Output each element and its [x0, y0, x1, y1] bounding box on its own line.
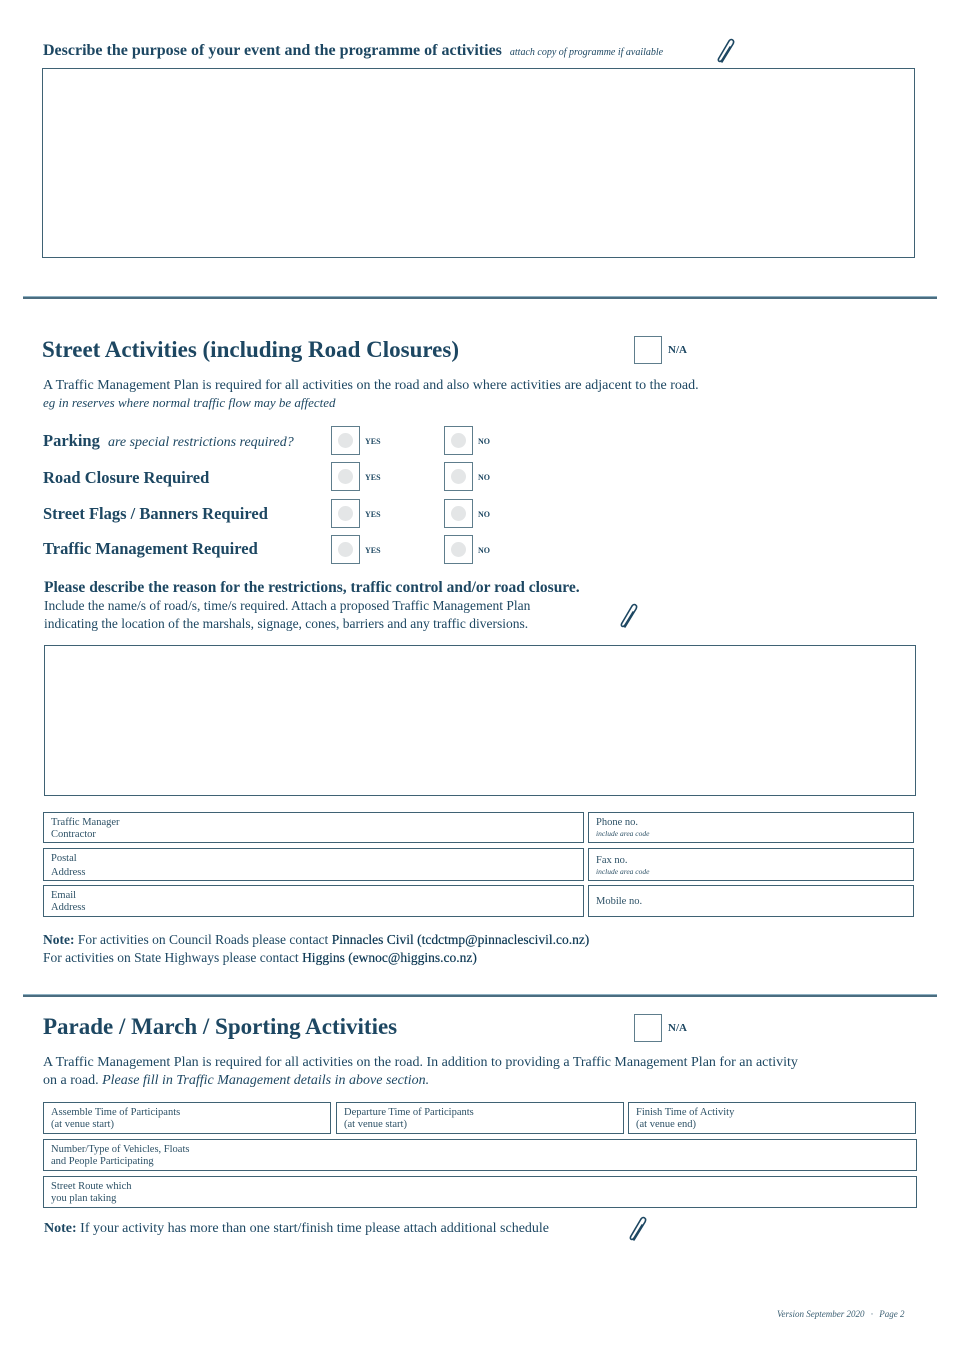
route-label-1: Street Route which	[51, 1181, 132, 1192]
parade-na-checkbox[interactable]	[634, 1014, 662, 1042]
road-closure-yes-checkbox[interactable]	[331, 462, 360, 491]
parking-no-checkbox[interactable]	[444, 426, 473, 455]
parking-yes-checkbox[interactable]	[331, 426, 360, 455]
departure-time-field[interactable]	[336, 1102, 624, 1134]
restrictions-textarea[interactable]	[44, 645, 916, 796]
road-closure-no-checkbox[interactable]	[444, 462, 473, 491]
parade-intro: A Traffic Management Plan is required for all activities on the road. In addition to providing a Traffic Management Plan for an activity	[43, 1055, 798, 1070]
route-label-2: you plan taking	[51, 1192, 117, 1204]
street-na-checkbox[interactable]	[634, 336, 662, 364]
section-divider	[23, 994, 937, 997]
footer-separator: ·	[870, 1309, 873, 1319]
higgins-contact: Higgins (ewnoc@higgins.co.nz)	[302, 950, 477, 965]
vehicles-field[interactable]	[43, 1139, 917, 1171]
street-flags-yes-label: YES	[365, 510, 381, 519]
parade-na-label: N/A	[668, 1022, 687, 1034]
road-closure-yes-label: YES	[365, 473, 381, 482]
street-flags-no-checkbox[interactable]	[444, 499, 473, 528]
note-text: If your activity has more than one start/finish time please attach additional schedule	[76, 1221, 550, 1236]
parking-hint: are special restrictions required?	[107, 435, 294, 450]
parking-label-text: Parking	[43, 431, 100, 450]
parade-intro-italic: Please fill in Traffic Management details in above section.	[102, 1073, 430, 1088]
section-divider	[23, 296, 937, 299]
pinnacles-contact: Pinnacles Civil (tcdctmp@pinnaclescivil.co.nz)	[331, 932, 590, 947]
traffic-manager-label-1: Traffic Manager	[51, 817, 120, 828]
street-intro: A Traffic Management Plan is required for all activities on the road and also where activities are adjacent to the road.	[43, 378, 699, 393]
departure-label-2: (at venue start)	[344, 1118, 407, 1130]
email-label-2: Address	[51, 901, 86, 913]
note-label: Note:	[44, 1221, 77, 1236]
phone-sub-label: include area code	[596, 828, 650, 838]
email-address-field[interactable]	[43, 885, 584, 917]
assemble-label-2: (at venue start)	[51, 1118, 114, 1130]
version-text: Version September 2020	[777, 1309, 865, 1319]
phone-field[interactable]	[588, 812, 914, 843]
parade-section-title: Parade / March / Sporting Activities	[43, 1014, 398, 1039]
describe-line-1: Include the name/s of road/s, time/s required. Attach a proposed Traffic Management Plan	[44, 598, 531, 613]
postal-address-field[interactable]	[43, 848, 584, 881]
paperclip-icon[interactable]	[714, 36, 740, 66]
street-flags-no-label: NO	[478, 510, 490, 519]
traffic-manager-field[interactable]	[43, 812, 584, 843]
parking-no-label: NO	[478, 437, 490, 446]
vehicles-label-2: and People Participating	[51, 1155, 154, 1167]
street-intro-italic: eg in reserves where normal traffic flow may be affected	[43, 395, 336, 410]
purpose-hint: attach copy of programme if available	[509, 47, 664, 58]
street-route-field[interactable]	[43, 1176, 917, 1208]
traffic-management-no-checkbox[interactable]	[444, 535, 473, 564]
street-flags-label: Street Flags / Banners Required	[43, 504, 268, 523]
fax-field[interactable]	[588, 848, 914, 881]
assemble-label-1: Assemble Time of Participants	[51, 1107, 181, 1118]
road-closure-no-label: NO	[478, 473, 490, 482]
email-label-1: Email	[51, 890, 77, 901]
vehicles-label-1: Number/Type of Vehicles, Floats	[51, 1144, 190, 1155]
traffic-management-yes-checkbox[interactable]	[331, 535, 360, 564]
paperclip-icon[interactable]	[626, 1214, 652, 1244]
street-na-label: N/A	[668, 344, 687, 356]
phone-label: Phone no.	[596, 817, 638, 828]
purpose-textarea[interactable]	[42, 68, 915, 258]
street-note-line-2	[43, 950, 477, 966]
street-flags-yes-checkbox[interactable]	[331, 499, 360, 528]
postal-label-2: Address	[51, 866, 86, 878]
assemble-time-field[interactable]	[43, 1102, 331, 1134]
departure-label-1: Departure Time of Participants	[344, 1107, 474, 1118]
parade-intro-line-2	[43, 1073, 429, 1089]
page-footer	[777, 1309, 905, 1319]
mobile-field[interactable]	[588, 885, 914, 917]
parade-note	[44, 1221, 549, 1237]
traffic-management-label: Traffic Management Required	[43, 539, 258, 558]
road-closure-label: Road Closure Required	[43, 468, 210, 487]
postal-label-1: Postal	[51, 853, 77, 864]
note-text: For activities on State Highways please contact	[43, 950, 303, 965]
finish-label-1: Finish Time of Activity	[636, 1107, 735, 1118]
note-label: Note:	[43, 932, 75, 947]
traffic-management-no-label: NO	[478, 546, 490, 555]
purpose-title: Describe the purpose of your event and the programme of activities	[43, 42, 502, 59]
finish-label-2: (at venue end)	[636, 1118, 697, 1130]
describe-line-2: indicating the location of the marshals, signage, cones, barriers and any traffic diversions.	[44, 616, 529, 631]
parking-yes-label: YES	[365, 437, 381, 446]
purpose-heading	[43, 42, 663, 60]
fax-label: Fax no.	[596, 855, 628, 866]
street-section-title: Street Activities (including Road Closures)	[42, 337, 459, 362]
fax-sub-label: include area code	[596, 866, 650, 876]
street-note-line-1	[43, 932, 589, 948]
finish-time-field[interactable]	[628, 1102, 916, 1134]
paperclip-icon[interactable]	[617, 601, 643, 631]
note-text: For activities on Council Roads please contact	[74, 932, 332, 947]
describe-title: Please describe the reason for the restrictions, traffic control and/or road closure.	[44, 579, 580, 596]
traffic-manager-label-2: Contractor	[51, 828, 96, 840]
traffic-management-yes-label: YES	[365, 546, 381, 555]
mobile-label: Mobile no.	[596, 896, 643, 907]
parking-label	[43, 431, 294, 451]
page-number: Page 2	[879, 1309, 905, 1319]
parade-intro-text: on a road.	[43, 1073, 103, 1088]
